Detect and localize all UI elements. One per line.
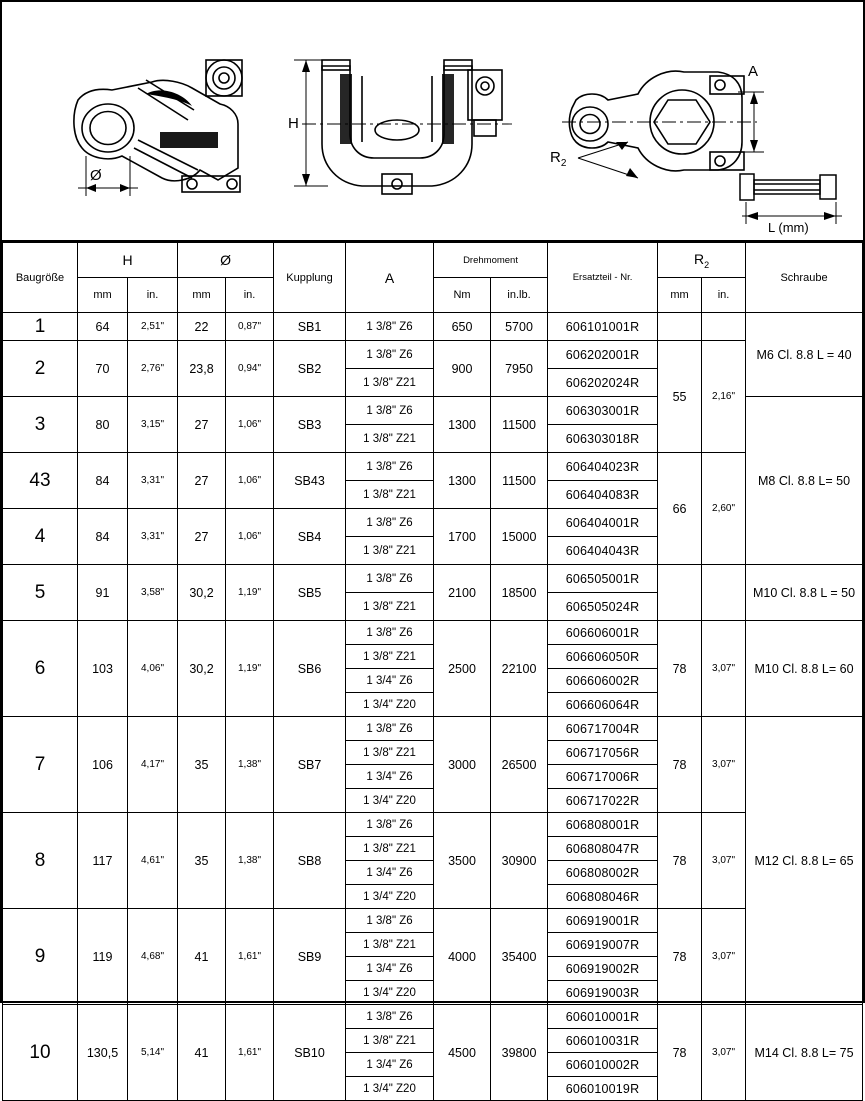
cell-part-number: 606717056R: [548, 741, 658, 765]
header-r2-letter: R: [693, 250, 705, 267]
cell-r2-in: 3,07": [702, 1005, 746, 1101]
cell-a: 1 3/8" Z21: [346, 741, 434, 765]
cell-h-mm: 84: [78, 453, 128, 509]
cell-kupplung: SB3: [274, 397, 346, 453]
header-h-in: in.: [128, 278, 178, 313]
table-row: [3, 1005, 863, 1029]
cell-a: 1 3/4" Z20: [346, 693, 434, 717]
cell-kupplung: SB2: [274, 341, 346, 397]
cell-d-mm: 35: [178, 813, 226, 909]
cell-a: 1 3/8" Z21: [346, 1029, 434, 1053]
cell-torque-nm: 1300: [434, 453, 491, 509]
cell-d-in: 1,06": [226, 397, 274, 453]
cell-d-mm: 27: [178, 453, 226, 509]
cell-d-in: 1,38": [226, 717, 274, 813]
cell-r2-mm: 66: [658, 453, 702, 565]
cell-r2-mm: [658, 313, 702, 341]
cell-part-number: 606010001R: [548, 1005, 658, 1029]
header-ersatzteil: Ersatzteil - Nr.: [548, 243, 658, 313]
cell-part-number: 606919002R: [548, 957, 658, 981]
cell-r2-in: 3,07": [702, 621, 746, 717]
cell-torque-inlb: 39800: [491, 1005, 548, 1101]
cell-d-in: 1,61": [226, 1005, 274, 1101]
cell-part-number: 606808001R: [548, 813, 658, 837]
cell-h-mm: 70: [78, 341, 128, 397]
cell-part-number: 606808047R: [548, 837, 658, 861]
cell-a: 1 3/8" Z21: [346, 369, 434, 397]
cell-d-in: 1,61": [226, 909, 274, 1005]
cell-part-number: 606606002R: [548, 669, 658, 693]
cell-a: 1 3/8" Z6: [346, 341, 434, 369]
cell-torque-inlb: 30900: [491, 813, 548, 909]
cell-a: 1 3/4" Z20: [346, 885, 434, 909]
cell-part-number: 606202024R: [548, 369, 658, 397]
cell-r2-mm: 78: [658, 621, 702, 717]
cell-h-mm: 119: [78, 909, 128, 1005]
cell-a: 1 3/4" Z20: [346, 1077, 434, 1101]
cell-torque-inlb: 18500: [491, 565, 548, 621]
cell-h-in: 5,14": [128, 1005, 178, 1101]
a-dimension-label: A: [748, 63, 759, 80]
cell-part-number: 606919003R: [548, 981, 658, 1005]
cell-d-mm: 22: [178, 313, 226, 341]
cell-schraube: M10 Cl. 8.8 L= 60: [746, 621, 863, 717]
bolt-drawing: [732, 162, 857, 234]
cell-a: 1 3/8" Z21: [346, 537, 434, 565]
cell-torque-inlb: 26500: [491, 717, 548, 813]
table-header: [3, 243, 863, 313]
cell-kupplung: SB10: [274, 1005, 346, 1101]
cell-h-in: 3,31": [128, 453, 178, 509]
cell-r2-in: 2,60": [702, 453, 746, 565]
cell-kupplung: SB4: [274, 509, 346, 565]
cell-part-number: 606919001R: [548, 909, 658, 933]
cell-r2-mm: 78: [658, 813, 702, 909]
cell-part-number: 606505001R: [548, 565, 658, 593]
cell-part-number: 606808002R: [548, 861, 658, 885]
header-h-mm: mm: [78, 278, 128, 313]
table-row: [3, 313, 863, 341]
cell-schraube: M8 Cl. 8.8 L= 50: [746, 397, 863, 565]
cell-schraube: M14 Cl. 8.8 L= 75: [746, 1005, 863, 1101]
cell-d-mm: 30,2: [178, 565, 226, 621]
cell-baugroesse: 1: [3, 313, 78, 341]
header-r2-in: in.: [702, 278, 746, 313]
cell-r2-in: 3,07": [702, 717, 746, 813]
cell-part-number: 606303001R: [548, 397, 658, 425]
cell-d-in: 1,19": [226, 621, 274, 717]
cell-kupplung: SB8: [274, 813, 346, 909]
cell-part-number: 606010002R: [548, 1053, 658, 1077]
cell-part-number: 606404043R: [548, 537, 658, 565]
cell-a: 1 3/4" Z6: [346, 1053, 434, 1077]
cell-baugroesse: 6: [3, 621, 78, 717]
cell-part-number: 606606001R: [548, 621, 658, 645]
table-row: [3, 621, 863, 645]
cell-h-mm: 80: [78, 397, 128, 453]
cell-kupplung: SB5: [274, 565, 346, 621]
table-row: [3, 717, 863, 741]
yoke-side-view-figure: [42, 28, 282, 218]
cell-baugroesse: 9: [3, 909, 78, 1005]
cell-d-in: 1,38": [226, 813, 274, 909]
cell-h-mm: 91: [78, 565, 128, 621]
cell-a: 1 3/8" Z6: [346, 397, 434, 425]
cell-baugroesse: 10: [3, 1005, 78, 1101]
cell-d-in: 1,06": [226, 453, 274, 509]
cell-torque-inlb: 7950: [491, 341, 548, 397]
cell-a: 1 3/8" Z21: [346, 837, 434, 861]
table-body: [3, 313, 863, 1101]
cell-torque-inlb: 15000: [491, 509, 548, 565]
bolt-length-label: L (mm): [768, 220, 809, 235]
diameter-label: Ø: [90, 167, 102, 184]
cell-kupplung: SB7: [274, 717, 346, 813]
header-d-mm: mm: [178, 278, 226, 313]
cell-torque-nm: 900: [434, 341, 491, 397]
cell-baugroesse: 43: [3, 453, 78, 509]
cell-h-mm: 64: [78, 313, 128, 341]
cell-baugroesse: 8: [3, 813, 78, 909]
table-row: [3, 909, 863, 933]
cell-h-mm: 84: [78, 509, 128, 565]
cell-kupplung: SB43: [274, 453, 346, 509]
cell-torque-inlb: 22100: [491, 621, 548, 717]
header-diameter: Ø: [178, 243, 274, 278]
cell-baugroesse: 2: [3, 341, 78, 397]
yoke-side-view-drawing: [42, 28, 282, 218]
cell-a: 1 3/8" Z6: [346, 565, 434, 593]
cell-r2-in: [702, 565, 746, 621]
cell-part-number: 606505024R: [548, 593, 658, 621]
cell-kupplung: SB6: [274, 621, 346, 717]
header-drehmoment: Drehmoment: [434, 243, 548, 278]
cell-a: 1 3/8" Z21: [346, 425, 434, 453]
cell-baugroesse: 5: [3, 565, 78, 621]
cell-a: 1 3/8" Z6: [346, 313, 434, 341]
yoke-front-view-figure: [282, 24, 522, 224]
cell-h-mm: 117: [78, 813, 128, 909]
cell-torque-nm: 4500: [434, 1005, 491, 1101]
cell-torque-nm: 650: [434, 313, 491, 341]
cell-torque-inlb: 5700: [491, 313, 548, 341]
figure-panel: [2, 2, 863, 242]
cell-a: 1 3/8" Z6: [346, 813, 434, 837]
cell-h-mm: 103: [78, 621, 128, 717]
cell-a: 1 3/8" Z6: [346, 717, 434, 741]
cell-a: 1 3/8" Z6: [346, 621, 434, 645]
cell-a: 1 3/8" Z21: [346, 481, 434, 509]
cell-part-number: 606606050R: [548, 645, 658, 669]
cell-torque-inlb: 11500: [491, 453, 548, 509]
header-row-group: [3, 243, 863, 278]
cell-torque-inlb: 11500: [491, 397, 548, 453]
cell-h-in: 4,61": [128, 813, 178, 909]
cell-d-mm: 35: [178, 717, 226, 813]
cell-d-in: 1,06": [226, 509, 274, 565]
cell-torque-nm: 1700: [434, 509, 491, 565]
cell-torque-nm: 3000: [434, 717, 491, 813]
cell-a: 1 3/4" Z20: [346, 981, 434, 1005]
cell-part-number: 606717006R: [548, 765, 658, 789]
cell-d-mm: 27: [178, 397, 226, 453]
header-r2-subscript: 2: [704, 259, 710, 270]
cell-baugroesse: 7: [3, 717, 78, 813]
cell-a: 1 3/4" Z20: [346, 789, 434, 813]
cell-torque-nm: 2100: [434, 565, 491, 621]
cell-part-number: 606101001R: [548, 313, 658, 341]
cell-torque-nm: 2500: [434, 621, 491, 717]
cell-r2-mm: 78: [658, 717, 702, 813]
cell-part-number: 606717004R: [548, 717, 658, 741]
header-h: H: [78, 243, 178, 278]
cell-baugroesse: 3: [3, 397, 78, 453]
cell-a: 1 3/8" Z6: [346, 909, 434, 933]
header-torque-nm: Nm: [434, 278, 491, 313]
cell-r2-mm: 78: [658, 1005, 702, 1101]
cell-a: 1 3/4" Z6: [346, 861, 434, 885]
table-row: [3, 453, 863, 481]
cell-d-mm: 27: [178, 509, 226, 565]
cell-part-number: 606303018R: [548, 425, 658, 453]
cell-a: 1 3/4" Z6: [346, 669, 434, 693]
cell-part-number: 606010031R: [548, 1029, 658, 1053]
cell-d-mm: 30,2: [178, 621, 226, 717]
cell-d-in: 0,94": [226, 341, 274, 397]
cell-part-number: 606202001R: [548, 341, 658, 369]
cell-r2-mm: 78: [658, 909, 702, 1005]
cell-a: 1 3/8" Z21: [346, 645, 434, 669]
cell-a: 1 3/4" Z6: [346, 765, 434, 789]
cell-d-in: 0,87": [226, 313, 274, 341]
cell-d-mm: 41: [178, 909, 226, 1005]
cell-kupplung: SB1: [274, 313, 346, 341]
cell-torque-nm: 4000: [434, 909, 491, 1005]
cell-r2-in: 3,07": [702, 909, 746, 1005]
header-kupplung: Kupplung: [274, 243, 346, 313]
cell-part-number: 606808046R: [548, 885, 658, 909]
cell-r2-mm: 55: [658, 341, 702, 453]
table-row: [3, 565, 863, 593]
header-d-in: in.: [226, 278, 274, 313]
cell-torque-nm: 1300: [434, 397, 491, 453]
cell-torque-nm: 3500: [434, 813, 491, 909]
cell-r2-in: [702, 313, 746, 341]
cell-part-number: 606919007R: [548, 933, 658, 957]
header-torque-inlb: in.lb.: [491, 278, 548, 313]
cell-a: 1 3/8" Z6: [346, 453, 434, 481]
cell-h-in: 3,58": [128, 565, 178, 621]
cell-h-in: 4,68": [128, 909, 178, 1005]
cell-schraube: M10 Cl. 8.8 L = 50: [746, 565, 863, 621]
r2-label: $R_2$: [550, 149, 567, 169]
cell-h-in: 3,15": [128, 397, 178, 453]
cell-baugroesse: 4: [3, 509, 78, 565]
cell-part-number: 606010019R: [548, 1077, 658, 1101]
header-baugroesse: Baugröße: [3, 243, 78, 313]
specification-table: [2, 242, 863, 1101]
cell-h-mm: 130,5: [78, 1005, 128, 1101]
cell-h-in: 4,17": [128, 717, 178, 813]
cell-schraube: M12 Cl. 8.8 L= 65: [746, 717, 863, 1005]
cell-part-number: 606404083R: [548, 481, 658, 509]
cell-d-mm: 23,8: [178, 341, 226, 397]
header-schraube: Schraube: [746, 243, 863, 313]
table-row: [3, 341, 863, 369]
cell-part-number: 606606064R: [548, 693, 658, 717]
cell-d-in: 1,19": [226, 565, 274, 621]
bolt-figure: [732, 162, 857, 234]
cell-h-in: 2,51": [128, 313, 178, 341]
cell-d-mm: 41: [178, 1005, 226, 1101]
cell-a: 1 3/4" Z6: [346, 957, 434, 981]
header-r2: [658, 243, 746, 278]
header-r2-mm: mm: [658, 278, 702, 313]
yoke-front-view-drawing: [282, 24, 522, 224]
cell-a: 1 3/8" Z21: [346, 593, 434, 621]
cell-a: 1 3/8" Z6: [346, 509, 434, 537]
cell-h-in: 2,76": [128, 341, 178, 397]
cell-kupplung: SB9: [274, 909, 346, 1005]
cell-h-mm: 106: [78, 717, 128, 813]
cell-part-number: 606404001R: [548, 509, 658, 537]
table-row: [3, 813, 863, 837]
cell-torque-inlb: 35400: [491, 909, 548, 1005]
cell-a: 1 3/8" Z21: [346, 933, 434, 957]
cell-r2-in: 2,16": [702, 341, 746, 453]
cell-part-number: 606404023R: [548, 453, 658, 481]
height-label: H: [288, 115, 299, 132]
header-a: A: [346, 243, 434, 313]
cell-h-in: 4,06": [128, 621, 178, 717]
cell-r2-mm: [658, 565, 702, 621]
cell-part-number: 606717022R: [548, 789, 658, 813]
cell-h-in: 3,31": [128, 509, 178, 565]
cell-a: 1 3/8" Z6: [346, 1005, 434, 1029]
cell-r2-in: 3,07": [702, 813, 746, 909]
cell-schraube: M6 Cl. 8.8 L = 40: [746, 313, 863, 397]
